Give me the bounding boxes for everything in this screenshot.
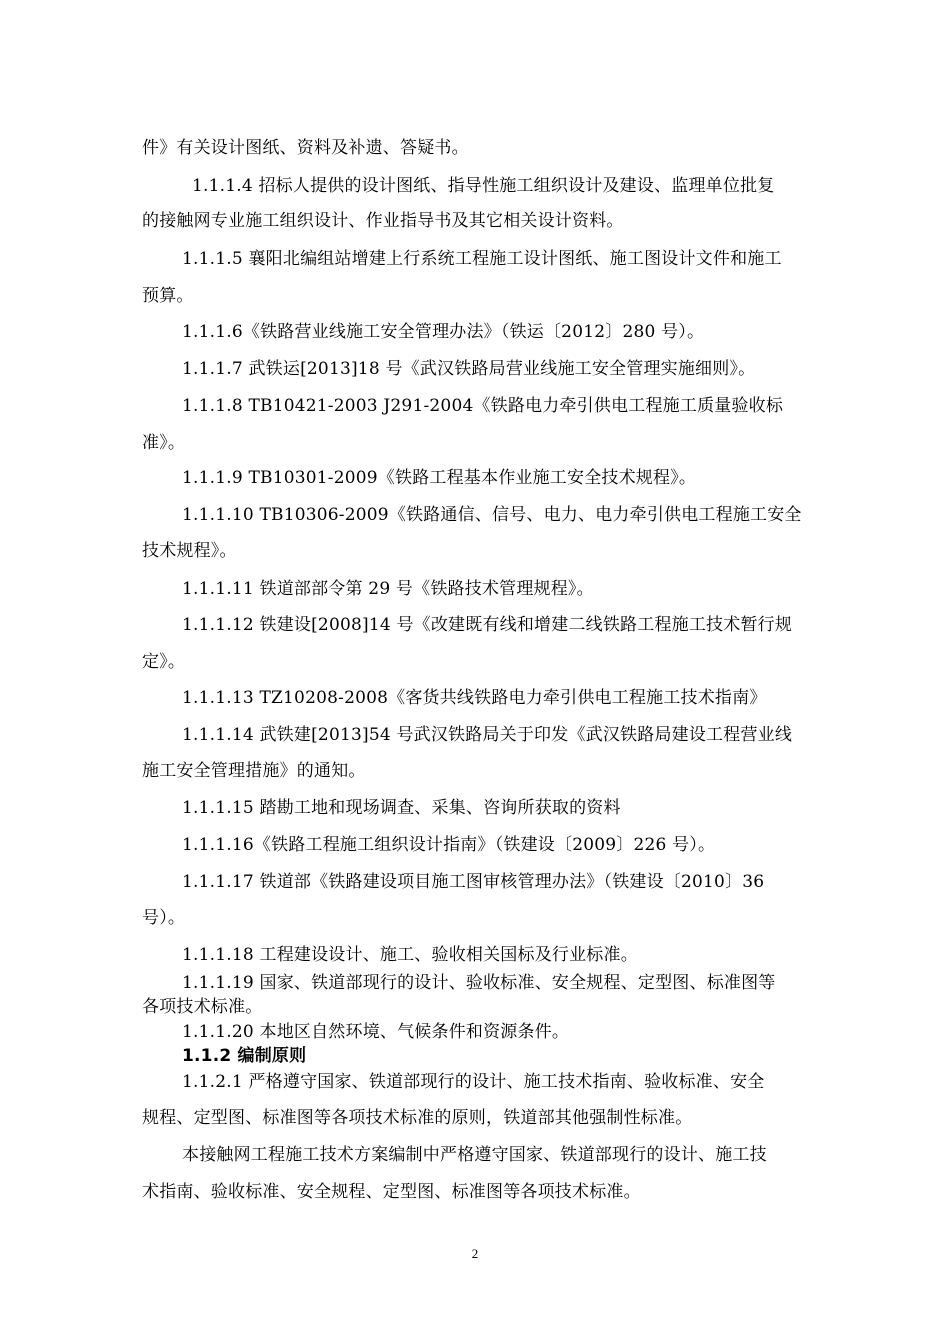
text-line: 1.1.1.17 铁道部《铁路建设项目施工图审核管理办法》（铁建设〔2010〕36 <box>182 872 765 892</box>
text-line: 准》。 <box>142 433 186 453</box>
text-line: 1.1.1.12 铁建设[2008]14 号《改建既有线和增建二线铁路工程施工技术暂行规 <box>182 615 793 635</box>
text-line: 号）。 <box>142 908 186 928</box>
text-line: 预算。 <box>142 286 194 306</box>
text-line: 1.1.1.15 踏勘工地和现场调查、采集、咨询所获取的资料 <box>182 798 621 818</box>
text-line: 定》。 <box>142 652 186 672</box>
page-number: 2 <box>471 1246 479 1261</box>
text-line: 规程、定型图、标准图等各项技术标准的原则，铁道部其他强制性标准。 <box>142 1108 693 1128</box>
text-line: 1.1.1.13 TZ10208-2008《客货共线铁路电力牵引供电工程施工技术指南》 <box>182 688 767 708</box>
text-line: 各项技术标准。 <box>142 997 263 1017</box>
text-line: 1.1.1.4 招标人提供的设计图纸、指导性施工组织设计及建设、监理单位批复 <box>192 176 775 196</box>
text-line: 1.1.1.6《铁路营业线施工安全管理办法》（铁运〔2012〕280 号）。 <box>182 322 705 342</box>
text-line: 1.1.1.19 国家、铁道部现行的设计、验收标准、安全规程、定型图、标准图等 <box>182 973 776 993</box>
text-line: 1.1.1.9 TB10301-2009《铁路工程基本作业施工安全技术规程》。 <box>182 468 697 488</box>
text-line: 1.1.1.14 武铁建[2013]54 号武汉铁路局关于印发《武汉铁路局建设工程营业线 <box>182 725 793 745</box>
text-line: 件》有关设计图纸、资料及补遗、答疑书。 <box>142 138 469 158</box>
text-line: 1.1.1.20 本地区自然环境、气候条件和资源条件。 <box>182 1022 570 1042</box>
text-line: 1.1.1.7 武铁运[2013]18 号《武汉铁路局营业线施工安全管理实施细则》。 <box>182 359 756 379</box>
text-line: 1.1.2.1 严格遵守国家、铁道部现行的设计、施工技术指南、验收标准、安全 <box>182 1072 765 1092</box>
text-line: 的接触网专业施工组织设计、作业指导书及其它相关设计资料。 <box>142 211 624 231</box>
text-line: 技术规程》。 <box>142 541 237 561</box>
text-line: 1.1.1.11 铁道部部令第 29 号《铁路技术管理规程》。 <box>182 579 594 599</box>
text-line: 术指南、验收标准、安全规程、定型图、标准图等各项技术标准。 <box>142 1182 641 1202</box>
text-line: 1.1.1.10 TB10306-2009《铁路通信、信号、电力、电力牵引供电工程施工安全 <box>182 505 802 525</box>
text-line: 施工安全管理措施》的通知。 <box>142 761 366 781</box>
text-line: 1.1.1.8 TB10421-2003 J291-2004《铁路电力牵引供电工程施工质量验收标 <box>182 396 784 416</box>
text-line: 1.1.1.16《铁路工程施工组织设计指南》（铁建设〔2009〕226 号）。 <box>182 835 716 855</box>
text-line: 本接触网工程施工技术方案编制中严格遵守国家、铁道部现行的设计、施工技 <box>182 1145 767 1165</box>
text-line: 1.1.1.18 工程建设设计、施工、验收相关国标及行业标准。 <box>182 945 638 965</box>
text-line: 1.1.1.5 襄阳北编组站增建上行系统工程施工设计图纸、施工图设计文件和施工 <box>182 249 782 269</box>
section-heading: 1.1.2 编制原则 <box>182 1046 307 1066</box>
